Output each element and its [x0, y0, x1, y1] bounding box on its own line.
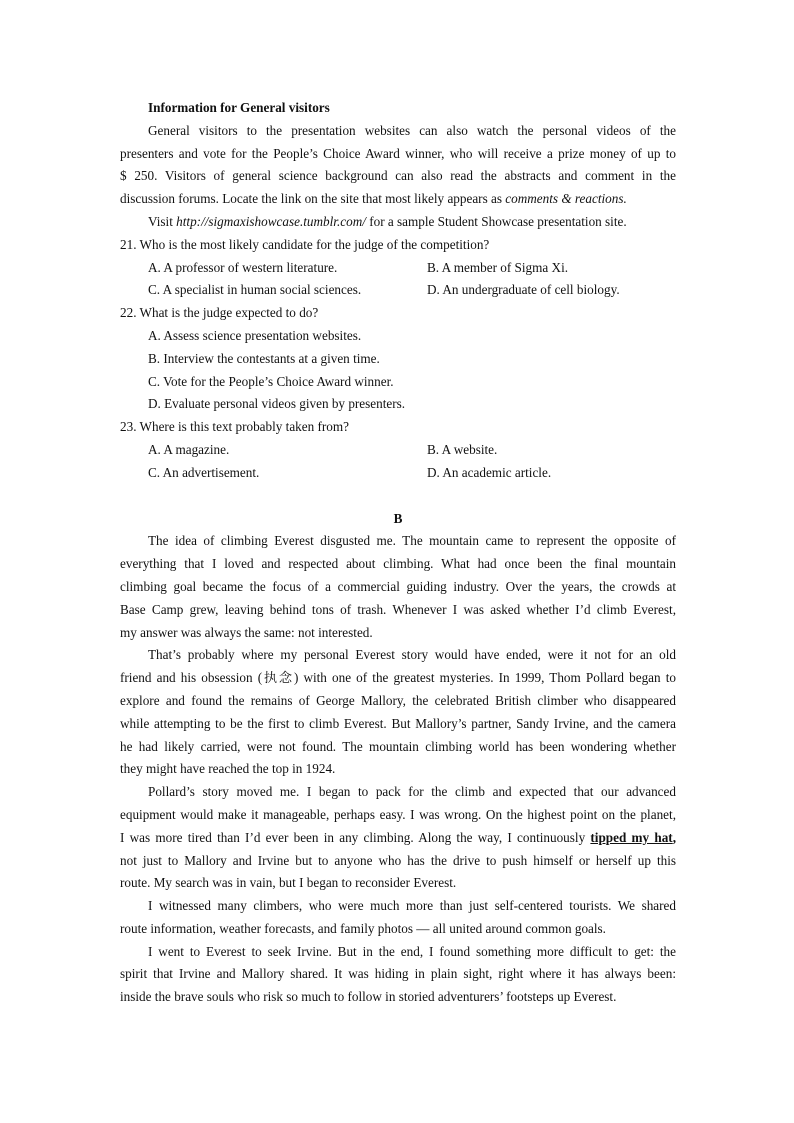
paragraph-line: $ 250. Visitors of general science background can also read the abstracts and comment in the	[120, 168, 676, 184]
question-stem: 21. Who is the most likely candidate for the judge of the competition?	[120, 236, 490, 252]
paragraph-line	[120, 827, 676, 850]
paragraph-line: I witnessed many climbers, who were much more than just self-centered tourists. We shared	[148, 898, 676, 914]
paragraph-line: route. My search was in vain, but I began to reconsider Everest.	[120, 875, 457, 891]
option-b: B. A member of Sigma Xi.	[427, 259, 569, 275]
paragraph-line	[120, 211, 676, 234]
paragraph-line: spirit that Irvine and Mallory shared. It was hiding in plain sight, right where it has always been:	[120, 966, 676, 982]
paragraph-line: they might have reached the top in 1924.	[120, 761, 336, 777]
paragraph-line: General visitors to the presentation websites can also watch the personal videos of the	[148, 122, 676, 138]
paragraph-line: presenters and vote for the People’s Choice Award winner, who will receive a prize money of up to	[120, 145, 676, 161]
option-b: B. A website.	[427, 441, 498, 457]
paragraph-line: I went to Everest to seek Irvine. But in the end, I found something more difficult to get: the	[148, 943, 676, 959]
option-a: A. A professor of western literature.	[148, 259, 338, 275]
paragraph-line: while attempting to be the first to climb Everest. But Mallory’s partner, Sandy Irvine, and the camera	[120, 715, 676, 731]
option-d: D. An undergraduate of cell biology.	[427, 282, 620, 298]
document-page	[120, 97, 676, 1009]
option-b: B. Interview the contestants at a given time.	[148, 350, 380, 366]
option-c: C. Vote for the People’s Choice Award winner.	[148, 373, 394, 389]
paragraph-line: not just to Mallory and Irvine but to anyone who has the drive to push himself or herself up this	[120, 852, 676, 868]
paragraph-text: ,	[672, 829, 676, 845]
option-row	[120, 462, 676, 485]
option-row	[120, 279, 676, 302]
emphasis-text: comments & reactions.	[505, 191, 627, 207]
underlined-phrase: tipped my hat	[590, 829, 673, 845]
paragraph-line: explore and found the remains of George Mallory, the celebrated British climber who disappeared	[120, 692, 676, 708]
paragraph-line	[120, 188, 676, 211]
option-row	[120, 257, 676, 280]
option-c: C. A specialist in human social sciences.	[148, 282, 362, 298]
option-d: D. Evaluate personal videos given by presenters.	[148, 396, 406, 412]
paragraph-text: for a sample Student Showcase presentation site.	[365, 213, 627, 229]
paragraph-line: he had likely carried, were not found. The mountain climbing world has been wondering whether	[120, 738, 676, 754]
section-heading: Information for General visitors	[148, 100, 330, 115]
paragraph-line: route information, weather forecasts, and family photos — all united around common goals.	[120, 920, 606, 936]
paragraph-line: friend and his obsession (执念) with one of the greatest mysteries. In 1999, Thom Pollard began to	[120, 670, 676, 686]
option-d: D. An academic article.	[427, 464, 552, 480]
question-stem: 23. Where is this text probably taken from?	[120, 419, 350, 435]
paragraph-line: Base Camp grew, leaving behind tons of trash. Whenever I was asked whether I’d climb Everest,	[120, 601, 676, 617]
paragraph-text: discussion forums. Locate the link on the site that most likely appears as	[120, 191, 506, 207]
paragraph-text: Visit	[148, 213, 177, 229]
section-title: B	[393, 510, 403, 526]
paragraph-line: Pollard’s story moved me. I began to pack for the climb and expected that our advanced	[148, 784, 676, 800]
section-spacer	[120, 485, 676, 508]
site-url: http://sigmaxishowcase.tumblr.com/	[176, 213, 366, 229]
option-a: A. A magazine.	[148, 441, 230, 457]
paragraph-line: climbing goal became the focus of a commercial guiding industry. Over the years, the crowds at	[120, 578, 676, 594]
paragraph-line: The idea of climbing Everest disgusted me. The mountain came to represent the opposite of	[148, 533, 676, 549]
paragraph-text: I was more tired than I’d ever been in any climbing. Along the way, I continuously	[120, 829, 591, 845]
paragraph-line: everything that I loved and respected about climbing. What had once been the final mountain	[120, 556, 676, 572]
paragraph-line: equipment would make it manageable, perhaps easy. I was wrong. On the highest point on the planet,	[120, 806, 676, 822]
option-c: C. An advertisement.	[148, 464, 260, 480]
option-row	[120, 439, 676, 462]
question-stem: 22. What is the judge expected to do?	[120, 305, 319, 321]
paragraph-line: my answer was always the same: not interested.	[120, 624, 373, 640]
option-a: A. Assess science presentation websites.	[148, 327, 362, 343]
paragraph-line: inside the brave souls who risk so much to follow in storied adventurers’ footsteps up Everest.	[120, 989, 617, 1005]
paragraph-line: That’s probably where my personal Everest story would have ended, were it not for an old	[148, 647, 676, 663]
